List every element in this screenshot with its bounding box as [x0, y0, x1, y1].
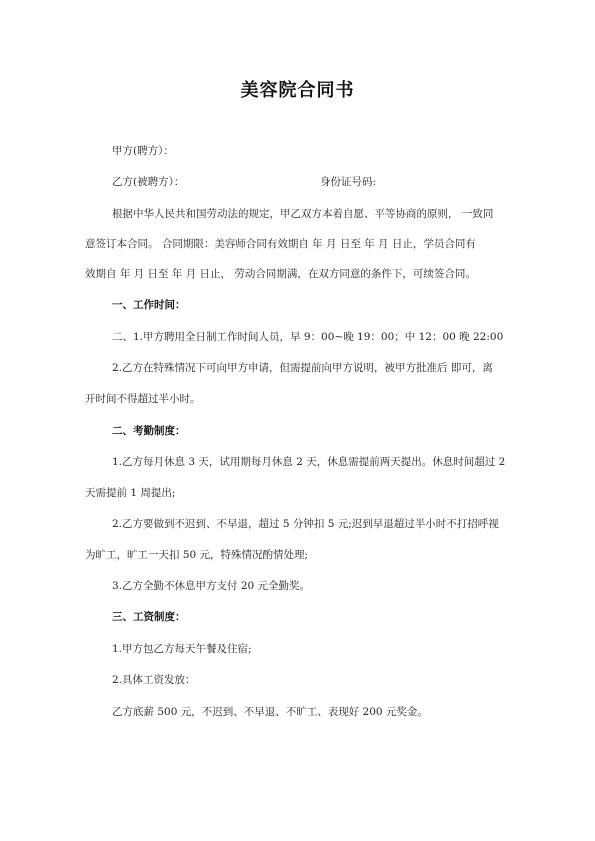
party-a-label: 甲方(聘方）： — [112, 145, 174, 157]
attendance-item-2-line-1: 2.乙方要做到不迟到、不早退，超过 5 分钟扣 5 元;迟到早退超过半小时不打招呼视 — [112, 518, 499, 530]
document-title: 美容院合同书 — [240, 80, 355, 101]
salary-item-2: 2.具体工资发放： — [112, 674, 196, 686]
salary-item-1: 1.甲方包乙方每天午餐及住宿; — [112, 643, 252, 655]
work-hours-item-2-line-2: 开时间不得超过半小时。 — [85, 393, 201, 405]
attendance-item-3: 3.乙方全勤不休息甲方支付 20 元全勤奖。 — [112, 580, 311, 592]
work-hours-item-2-line-1: 2.乙方在特殊情况下可向甲方申请，但需提前向甲方说明，被甲方批准后 即可，离 — [112, 362, 493, 374]
attendance-item-1-line-1: 1.乙方每月休息 3 天，试用期每月休息 2 天，休息需提前两天提出。休息时间超过 2 — [112, 456, 506, 468]
intro-line-2: 意签订本合同。 合同期限：美容师合同有效期自 年 月 日至 年 月 日止，学员合同有 — [85, 238, 476, 250]
section-heading-salary: 三、工资制度： — [112, 611, 186, 623]
intro-line-3: 效期自 年 月 日至 年 月 日止， 劳动合同期满，在双方同意的条件下，可续签合同。 — [85, 268, 476, 280]
attendance-item-2-line-2: 为旷工，旷工一天扣 50 元，特殊情况酌情处理; — [85, 549, 309, 561]
id-number-label: 身份证号码: — [320, 176, 377, 188]
party-b-label: 乙方(被聘方）： — [112, 176, 185, 188]
work-hours-item-1: 二、1.甲方聘用全日制工作时间人员，早 9：00~晚 19：00；中 12：00 晚 22:00 — [112, 331, 504, 343]
attendance-item-1-line-2: 天需提前 1 周提出; — [85, 487, 176, 499]
section-heading-work-hours: 一、工作时间： — [112, 299, 186, 311]
salary-item-3: 乙方底薪 500 元，不迟到、不早退、不旷工、表现好 200 元奖金。 — [112, 706, 428, 718]
section-heading-attendance: 二、考勤制度： — [112, 425, 186, 437]
intro-line-1: 根据中华人民共和国劳动法的规定，甲乙双方本着自愿、平等协商的原则， 一致同 — [112, 208, 494, 220]
